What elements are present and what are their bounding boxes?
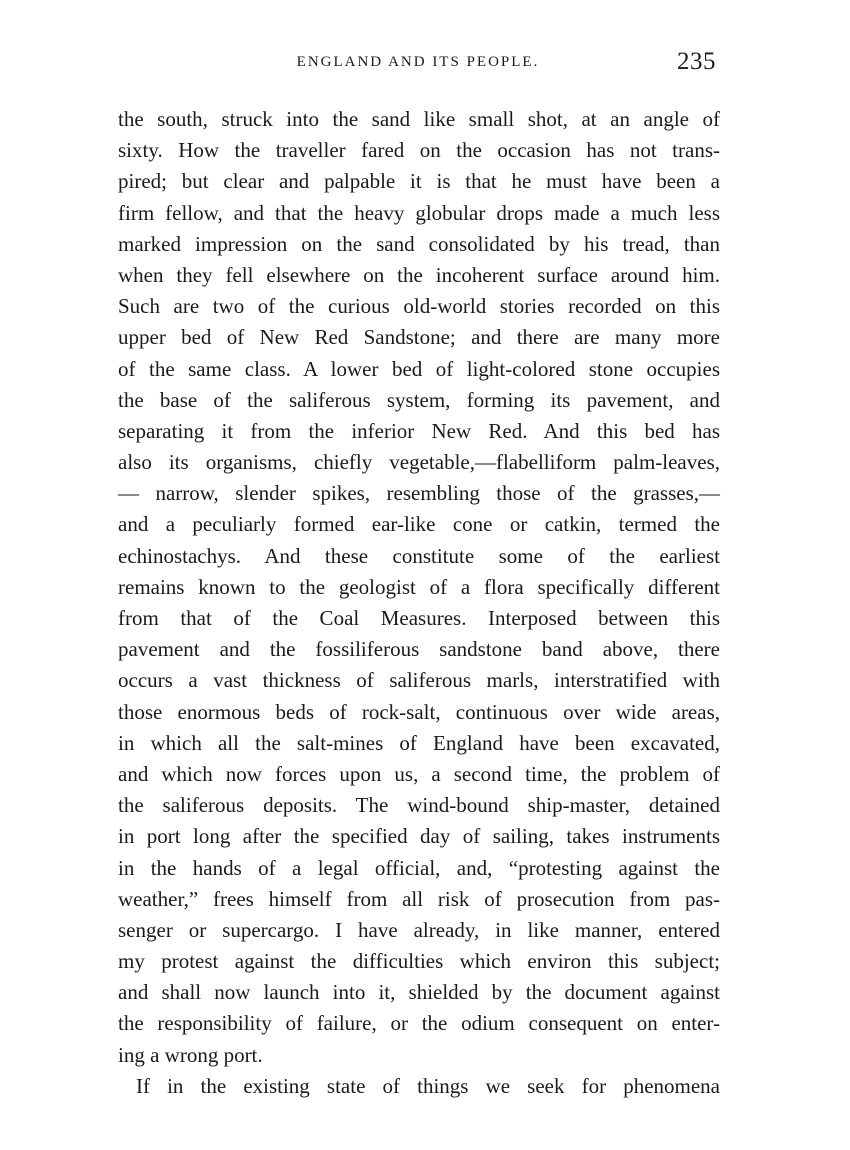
text-line: — narrow, slender spikes, resembling those of the grasses,— <box>118 481 720 506</box>
text-line: of the same class. A lower bed of light-colored stone occupies <box>118 356 720 381</box>
text-line: sixty. How the traveller fared on the occasion has not trans- <box>118 138 720 163</box>
text-line: in which all the salt-mines of England have been excavated, <box>118 730 720 755</box>
text-line: firm fellow, and that the heavy globular drops made a much less <box>118 200 720 225</box>
page-number: 235 <box>677 48 716 75</box>
body-text <box>118 104 720 1102</box>
text-line: from that of the Coal Measures. Interposed between this <box>118 606 720 630</box>
text-line: remains known to the geologist of a flora specifically different <box>118 574 720 599</box>
text-line: in the hands of a legal official, and, “protesting against the <box>118 855 720 880</box>
text-line: my protest against the difficulties which environ this subject; <box>118 949 720 974</box>
text-line: in port long after the specified day of sailing, takes instruments <box>118 824 720 849</box>
text-line: marked impression on the sand consolidated by his tread, than <box>118 231 720 256</box>
text-line: and which now forces upon us, a second time, the problem of <box>118 761 720 786</box>
text-line: and shall now launch into it, shielded by the document against <box>118 980 720 1005</box>
text-line: weather,” frees himself from all risk of prosecution from pas- <box>118 886 720 911</box>
text-line: Such are two of the curious old-world stories recorded on this <box>118 294 720 319</box>
text-line: upper bed of New Red Sandstone; and there are many more <box>118 325 720 350</box>
text-line: pavement and the fossiliferous sandstone band above, there <box>118 637 720 662</box>
paragraph-start-line: If in the existing state of things we seek for phenomena <box>136 1073 720 1098</box>
running-title: ENGLAND AND ITS PEOPLE. <box>296 54 540 70</box>
text-line: also its organisms, chiefly vegetable,—flabelliform palm-leaves, <box>118 450 720 475</box>
text-line: the responsibility of failure, or the odium consequent on enter- <box>118 1011 720 1036</box>
text-line: occurs a vast thickness of saliferous marls, interstratified with <box>118 668 720 693</box>
running-head <box>118 48 718 78</box>
text-line: senger or supercargo. I have already, in like manner, entered <box>118 917 720 942</box>
text-line: echinostachys. And these constitute some of the earliest <box>118 543 720 568</box>
text-line: separating it from the inferior New Red. And this bed has <box>118 418 720 443</box>
text-line: those enormous beds of rock-salt, continuous over wide areas, <box>118 699 720 724</box>
text-line: the base of the saliferous system, forming its pavement, and <box>118 387 720 412</box>
text-line: and a peculiarly formed ear-like cone or catkin, termed the <box>118 512 720 537</box>
text-line: the saliferous deposits. The wind-bound ship-master, detained <box>118 793 720 818</box>
text-line: pired; but clear and palpable it is that he must have been a <box>118 169 720 194</box>
paragraph-end-line: ing a wrong port. <box>118 1042 263 1067</box>
text-line: the south, struck into the sand like small shot, at an angle of <box>118 107 720 131</box>
text-line: when they fell elsewhere on the incoherent surface around him. <box>118 262 720 287</box>
